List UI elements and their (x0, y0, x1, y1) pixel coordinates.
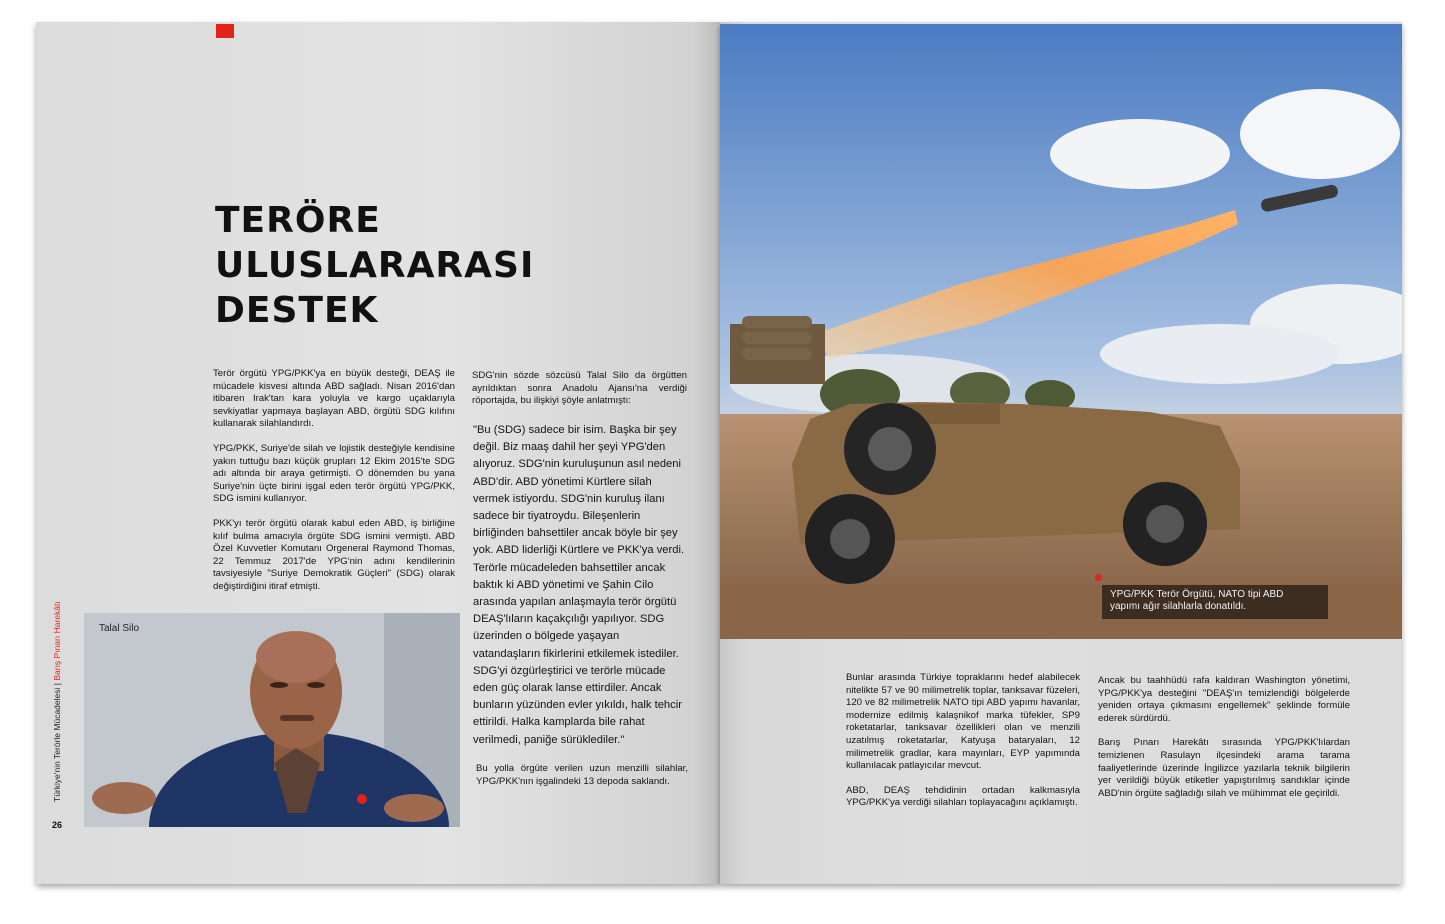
paragraph: Ancak bu taahhüdü rafa kaldıran Washington yönetimi, YPG/PKK'ya desteğini "DEAŞ'ın temizlendiği bölgelerde yeniden ortaya çıkmasını engellemek" şeklinde formüle ederek sürdürdü. (1098, 675, 1350, 724)
paragraph: Terör örgütü YPG/PKK'ya en büyük desteği, DEAŞ ile mücadele kisvesi altında ABD sağladı. Nisan 2016'dan itibaren Irak'tan kara yoluyla ve kargo uçaklarıyla sevkiyatlar yapmaya başlayan ABD, örgütü SDG kılıfını kullanarak silahlandırdı. (213, 368, 455, 430)
paragraph: PKK'yı terör örgütü olarak kabul eden ABD, iş birliğine kılıf bulma amacıyla örgüte SDG ismini vermişti. ABD Özel Kuvvetler Komutanı Orgeneral Raymond Thomas, 22 Temmuz 2017'de YPG'nin adını kendilerinin tavsiyesiyle "Suriye Demokratik Güçleri" (SDG) olarak değiştirdiğini itiraf etmişti. (213, 517, 455, 592)
red-accent-tab (216, 24, 234, 38)
page-number: 26 (52, 820, 63, 830)
caption-line: yapımı ağır silahlarla donatıldı. (1110, 601, 1247, 612)
column-2-outro (476, 763, 688, 800)
talal-silo-photo (84, 613, 460, 827)
article-title (215, 198, 635, 333)
column-2-intro (472, 370, 687, 420)
talal-silo-quote: "Bu (SDG) sadece bir isim. Başka bir şey değil. Biz maaş dahil her şeyi YPG'den alıyoruz. SDG'nin kuruluşunun asıl nedeni ABD'dir. ABD yönetimi Kürtlere silah vermek istiyordu. SDG'nin kuruluş ilanı sadece bir tiyatroydu. Bileşenlerin birliğinden bahsettiler ancak böyle bir şey yok. ABD liderliği Kürtlere ve PKK'ya verdi. Terörle mücadeleden bahsettiler ancak baktık ki ABD yönetimi ve Şahin Cilo arasında yapılan anlaşmayla terör örgütü DEAŞ'lıların kaçakçılığı yapılıyor. SDG üzerinden o bölgede yaşayan vatandaşların fikirlerini etkilemek istediler. SDG'yi özgürleştirici ve terörle mücade eden güç olarak lanse ettirdiler. Ancak bunların yüzünden evler yıkıldı, halk tehcir ettirildi. Halka kamplarda bile rahat verilmedi, paniğe sürüklediler." (473, 424, 685, 746)
paragraph: Bunlar arasında Türkiye topraklarını hedef alabilecek nitelikte 57 ve 90 milimetrelik toplar, tanksavar füzeleri, 120 ve 82 milimetrelik NATO tipi ABD yapımı havanlar, modernize edilmiş kalaşnikof marka tüfekler, SP9 roketatarlar, tanksavar özellikleri olan ve menzili uzatılmış roketatarlar, Katyuşa bataryaları, 12 milimetrelik gradlar, kara mayınları, EYP yapımında kullanılacak patlayıcılar mevcut. (846, 672, 1080, 772)
vehicle-rocket-photo (720, 24, 1402, 639)
column-4 (1098, 675, 1350, 812)
sidebar-section: Barış Pınarı Harekâtı (52, 601, 62, 681)
sidebar-title: Türkiye'nin Terörle Mücadelesi (52, 687, 62, 802)
caption-marker (1095, 574, 1102, 581)
paragraph: Bu yolla örgüte verilen uzun menzilli silahlar, YPG/PKK'nın işgalindeki 13 depoda saklandı. (476, 763, 688, 787)
rocket-launch-illustration (720, 24, 1402, 639)
running-sidebar: Türkiye'nin Terörle Mücadelesi | Barış Pınarı Harekâtı (52, 601, 62, 802)
paragraph: Barış Pınarı Harekâtı sırasında YPG/PKK'lılardan temizlenen Rasulayn ilçesindeki arama tarama faaliyetlerinde üzerinde İngilizce yazılarla teknik bilgilerin yer verildiği büyük etiketler yapıştırılmış sandıklar içinde ABD'nin örgüte sağladığı silah ve mühimmat ele geçirildi. (1098, 737, 1350, 799)
vehicle-photo-caption (1102, 585, 1328, 619)
caption-line: YPG/PKK Terör Örgütü, NATO tipi ABD (1110, 589, 1284, 600)
portrait-illustration (84, 613, 460, 827)
paragraph: SDG'nin sözde sözcüsü Talal Silo da örgütten ayrıldıktan sonra Anadolu Ajansı'na verdiği röportajda, bu ilişkiyi şöyle anlatmıştı: (472, 370, 687, 407)
paragraph: ABD, DEAŞ tehdidinin ortadan kalkmasıyla YPG/PKK'ya verdiği silahları toplayacağını açıklamıştı. (846, 784, 1080, 809)
paragraph: YPG/PKK, Suriye'de silah ve lojistik desteğiyle kendisine yakın tuttuğu bazı küçük grupları 12 Ekim 2015'te SDG adı altında bir araya getirmişti. O dönemden bu yana Suriye'nin üçte birini işgal eden terör örgütü YPG/PKK, SDG ismini kullanıyor. (213, 442, 455, 505)
column-1 (213, 368, 455, 606)
title-line: TERÖRE (215, 200, 381, 241)
title-line: DESTEK (215, 290, 379, 331)
photo-caption: Talal Silo (99, 623, 140, 634)
column-3 (846, 672, 1080, 822)
title-line: ULUSLARARASI (215, 245, 535, 286)
